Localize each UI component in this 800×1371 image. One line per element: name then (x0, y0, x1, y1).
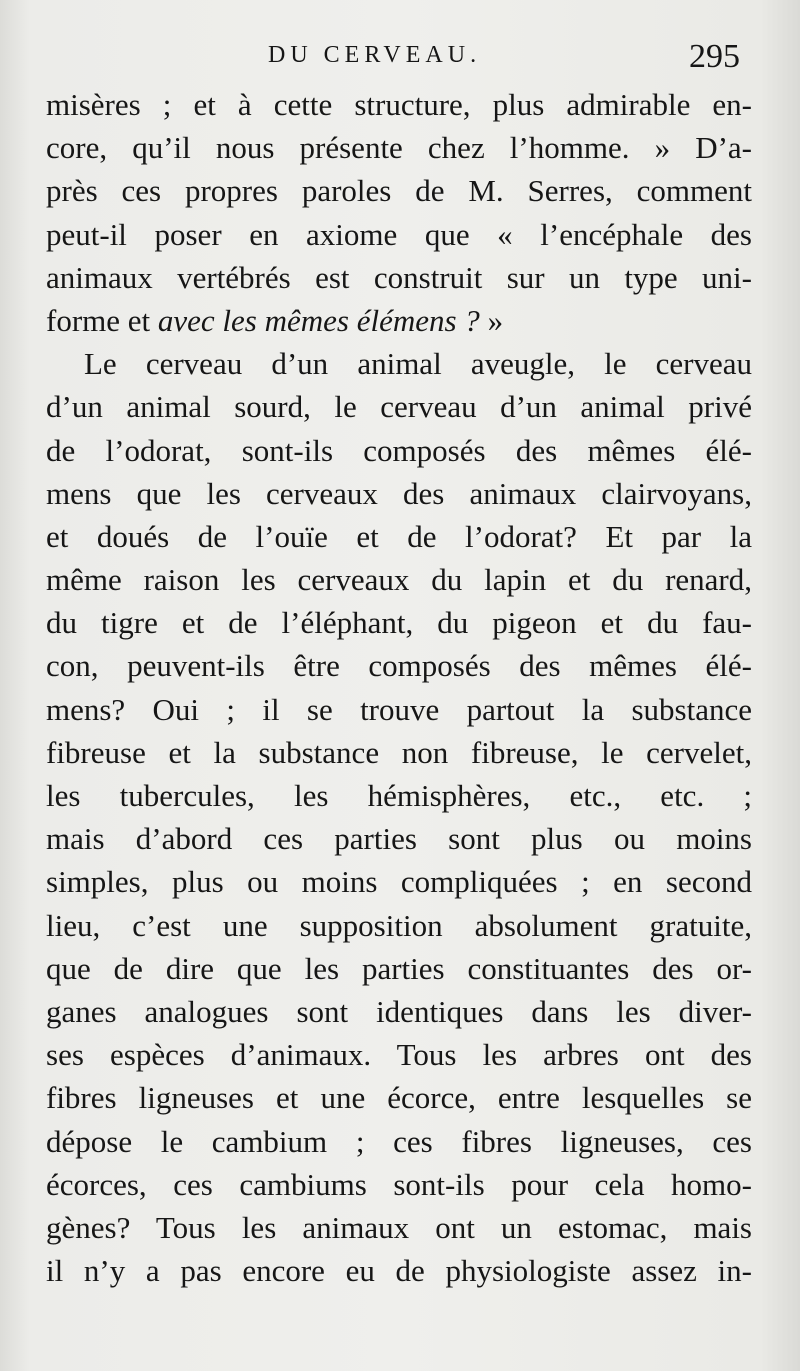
body-text (46, 83, 752, 1292)
paragraph-2 (46, 342, 752, 1292)
text-line: que de dire que les parties constituantes des or- (46, 950, 752, 986)
text-line: et doués de l’ouïe et de l’odorat? Et par la (46, 518, 752, 554)
text-line: d’un animal sourd, le cerveau d’un animal privé (46, 389, 752, 425)
text-line: mais d’abord ces parties sont plus ou moins (46, 821, 752, 857)
text-line: fibreuse et la substance non fibreuse, le cervelet, (46, 734, 752, 770)
text-line: ganes analogues sont identiques dans les diver- (46, 993, 752, 1029)
text-line-final (46, 299, 752, 342)
paragraph-1 (46, 83, 752, 342)
running-head (0, 38, 800, 88)
text-line: mens? Oui ; il se trouve partout la substance (46, 691, 752, 727)
text-line: lieu, c’est une supposition absolument gratuite, (46, 907, 752, 943)
text-line: les tubercules, les hémisphères, etc., etc. ; (46, 778, 752, 813)
text-line: il n’y a pas encore eu de physiologiste assez in- (46, 1253, 752, 1289)
text-line: core, qu’il nous présente chez l’homme. » D’a- (46, 130, 752, 166)
text-line: peut-il poser en axiome que « l’encéphale des (46, 216, 752, 252)
text-line: dépose le cambium ; ces fibres ligneuses, ces (46, 1123, 752, 1159)
text-line: écorces, ces cambiums sont-ils pour cela homo- (46, 1166, 752, 1202)
text-line: misères ; et à cette structure, plus admirable en- (46, 87, 752, 122)
running-title: DU CERVEAU. (268, 42, 482, 68)
closing-guillemet: » (479, 302, 504, 338)
text-line: fibres ligneuses et une écorce, entre lesquelles se (46, 1080, 752, 1116)
text-line: con, peuvent-ils être composés des mêmes élé- (46, 648, 752, 684)
text-line: même raison les cerveaux du lapin et du renard, (46, 562, 752, 598)
text-line: Le cerveau d’un animal aveugle, le cerveau (84, 346, 752, 382)
italic-quote: avec les mêmes élémens ? (157, 302, 480, 338)
text-line: simples, plus ou moins compliquées ; en second (46, 864, 752, 900)
text-line: près ces propres paroles de M. Serres, comment (46, 173, 752, 209)
text-fragment: forme et (46, 302, 158, 338)
page-number: 295 (689, 38, 740, 75)
text-line: mens que les cerveaux des animaux clairvoyans, (46, 475, 752, 511)
text-line: du tigre et de l’éléphant, du pigeon et du fau- (46, 605, 752, 641)
text-line: gènes? Tous les animaux ont un estomac, mais (46, 1209, 752, 1245)
text-line: ses espèces d’animaux. Tous les arbres ont des (46, 1037, 752, 1073)
text-line: animaux vertébrés est construit sur un type uni- (46, 259, 752, 295)
text-line: de l’odorat, sont-ils composés des mêmes élé- (46, 432, 752, 468)
